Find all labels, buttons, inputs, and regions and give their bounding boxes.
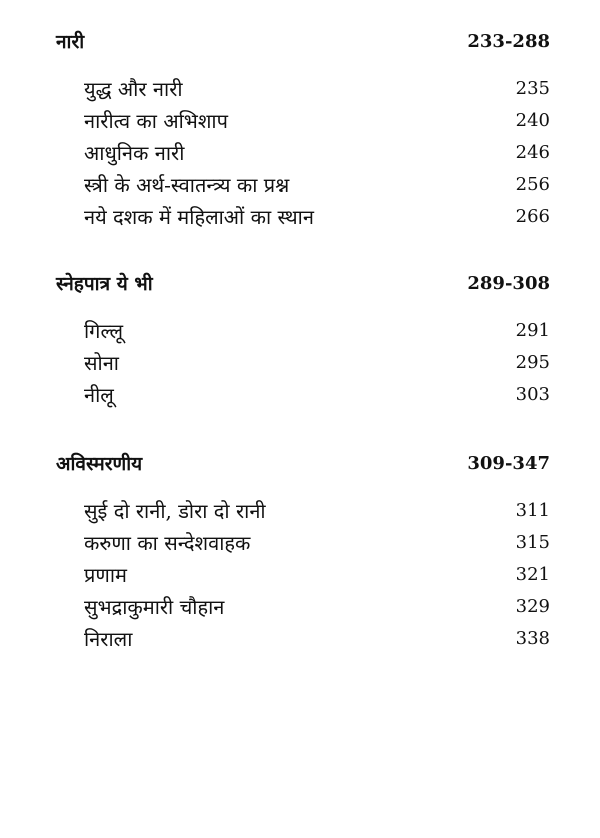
- section-items: [56, 314, 550, 410]
- toc-entry[interactable]: [56, 104, 550, 136]
- entry-page: 256: [515, 173, 550, 195]
- entry-title: सुभद्राकुमारी चौहान: [84, 594, 225, 619]
- toc-entry[interactable]: [56, 72, 550, 104]
- toc-section-snehpatra: [56, 266, 550, 410]
- section-page-range: 309-347: [467, 452, 550, 474]
- toc-section-nari: [56, 24, 550, 232]
- toc-entry[interactable]: [56, 200, 550, 232]
- section-heading: [56, 266, 550, 300]
- section-page-range: 233-288: [467, 30, 550, 52]
- entry-page: 311: [515, 499, 550, 521]
- toc-entry[interactable]: [56, 494, 550, 526]
- entry-title: सोना: [84, 350, 119, 375]
- toc-entry[interactable]: [56, 526, 550, 558]
- entry-title: नीलू: [84, 382, 114, 407]
- entry-title: नये दशक में महिलाओं का स्थान: [84, 204, 314, 229]
- toc-section-avismaraniya: [56, 446, 550, 654]
- entry-title: करुणा का सन्देशवाहक: [84, 530, 251, 555]
- entry-title: निराला: [84, 626, 133, 651]
- entry-page: 266: [515, 205, 550, 227]
- toc-entry[interactable]: [56, 558, 550, 590]
- entry-title: युद्ध और नारी: [84, 76, 183, 101]
- toc-entry[interactable]: [56, 590, 550, 622]
- section-items: [56, 72, 550, 232]
- entry-page: 315: [515, 531, 550, 553]
- toc-entry[interactable]: [56, 378, 550, 410]
- entry-page: 291: [515, 319, 550, 341]
- section-heading: [56, 24, 550, 58]
- entry-title: आधुनिक नारी: [84, 140, 185, 165]
- section-heading: [56, 446, 550, 480]
- toc-entry[interactable]: [56, 168, 550, 200]
- entry-page: 240: [515, 109, 550, 131]
- entry-page: 235: [515, 77, 550, 99]
- toc-entry[interactable]: [56, 314, 550, 346]
- entry-page: 329: [515, 595, 550, 617]
- toc-entry[interactable]: [56, 622, 550, 654]
- entry-title: नारीत्व का अभिशाप: [84, 108, 228, 133]
- entry-title: गिल्लू: [84, 318, 124, 343]
- toc-entry[interactable]: [56, 136, 550, 168]
- entry-title: स्त्री के अर्थ-स्वातन्त्र्य का प्रश्न: [84, 172, 290, 197]
- section-items: [56, 494, 550, 654]
- entry-title: प्रणाम: [84, 562, 127, 587]
- entry-page: 303: [515, 383, 550, 405]
- section-page-range: 289-308: [467, 272, 550, 294]
- section-title: नारी: [56, 31, 85, 53]
- entry-page: 295: [515, 351, 550, 373]
- entry-page: 246: [515, 141, 550, 163]
- toc-entry[interactable]: [56, 346, 550, 378]
- section-title: अविस्मरणीय: [56, 453, 143, 475]
- section-title: स्नेहपात्र ये भी: [56, 273, 153, 295]
- entry-title: सुई दो रानी, डोरा दो रानी: [84, 498, 266, 523]
- entry-page: 338: [515, 627, 550, 649]
- entry-page: 321: [515, 563, 550, 585]
